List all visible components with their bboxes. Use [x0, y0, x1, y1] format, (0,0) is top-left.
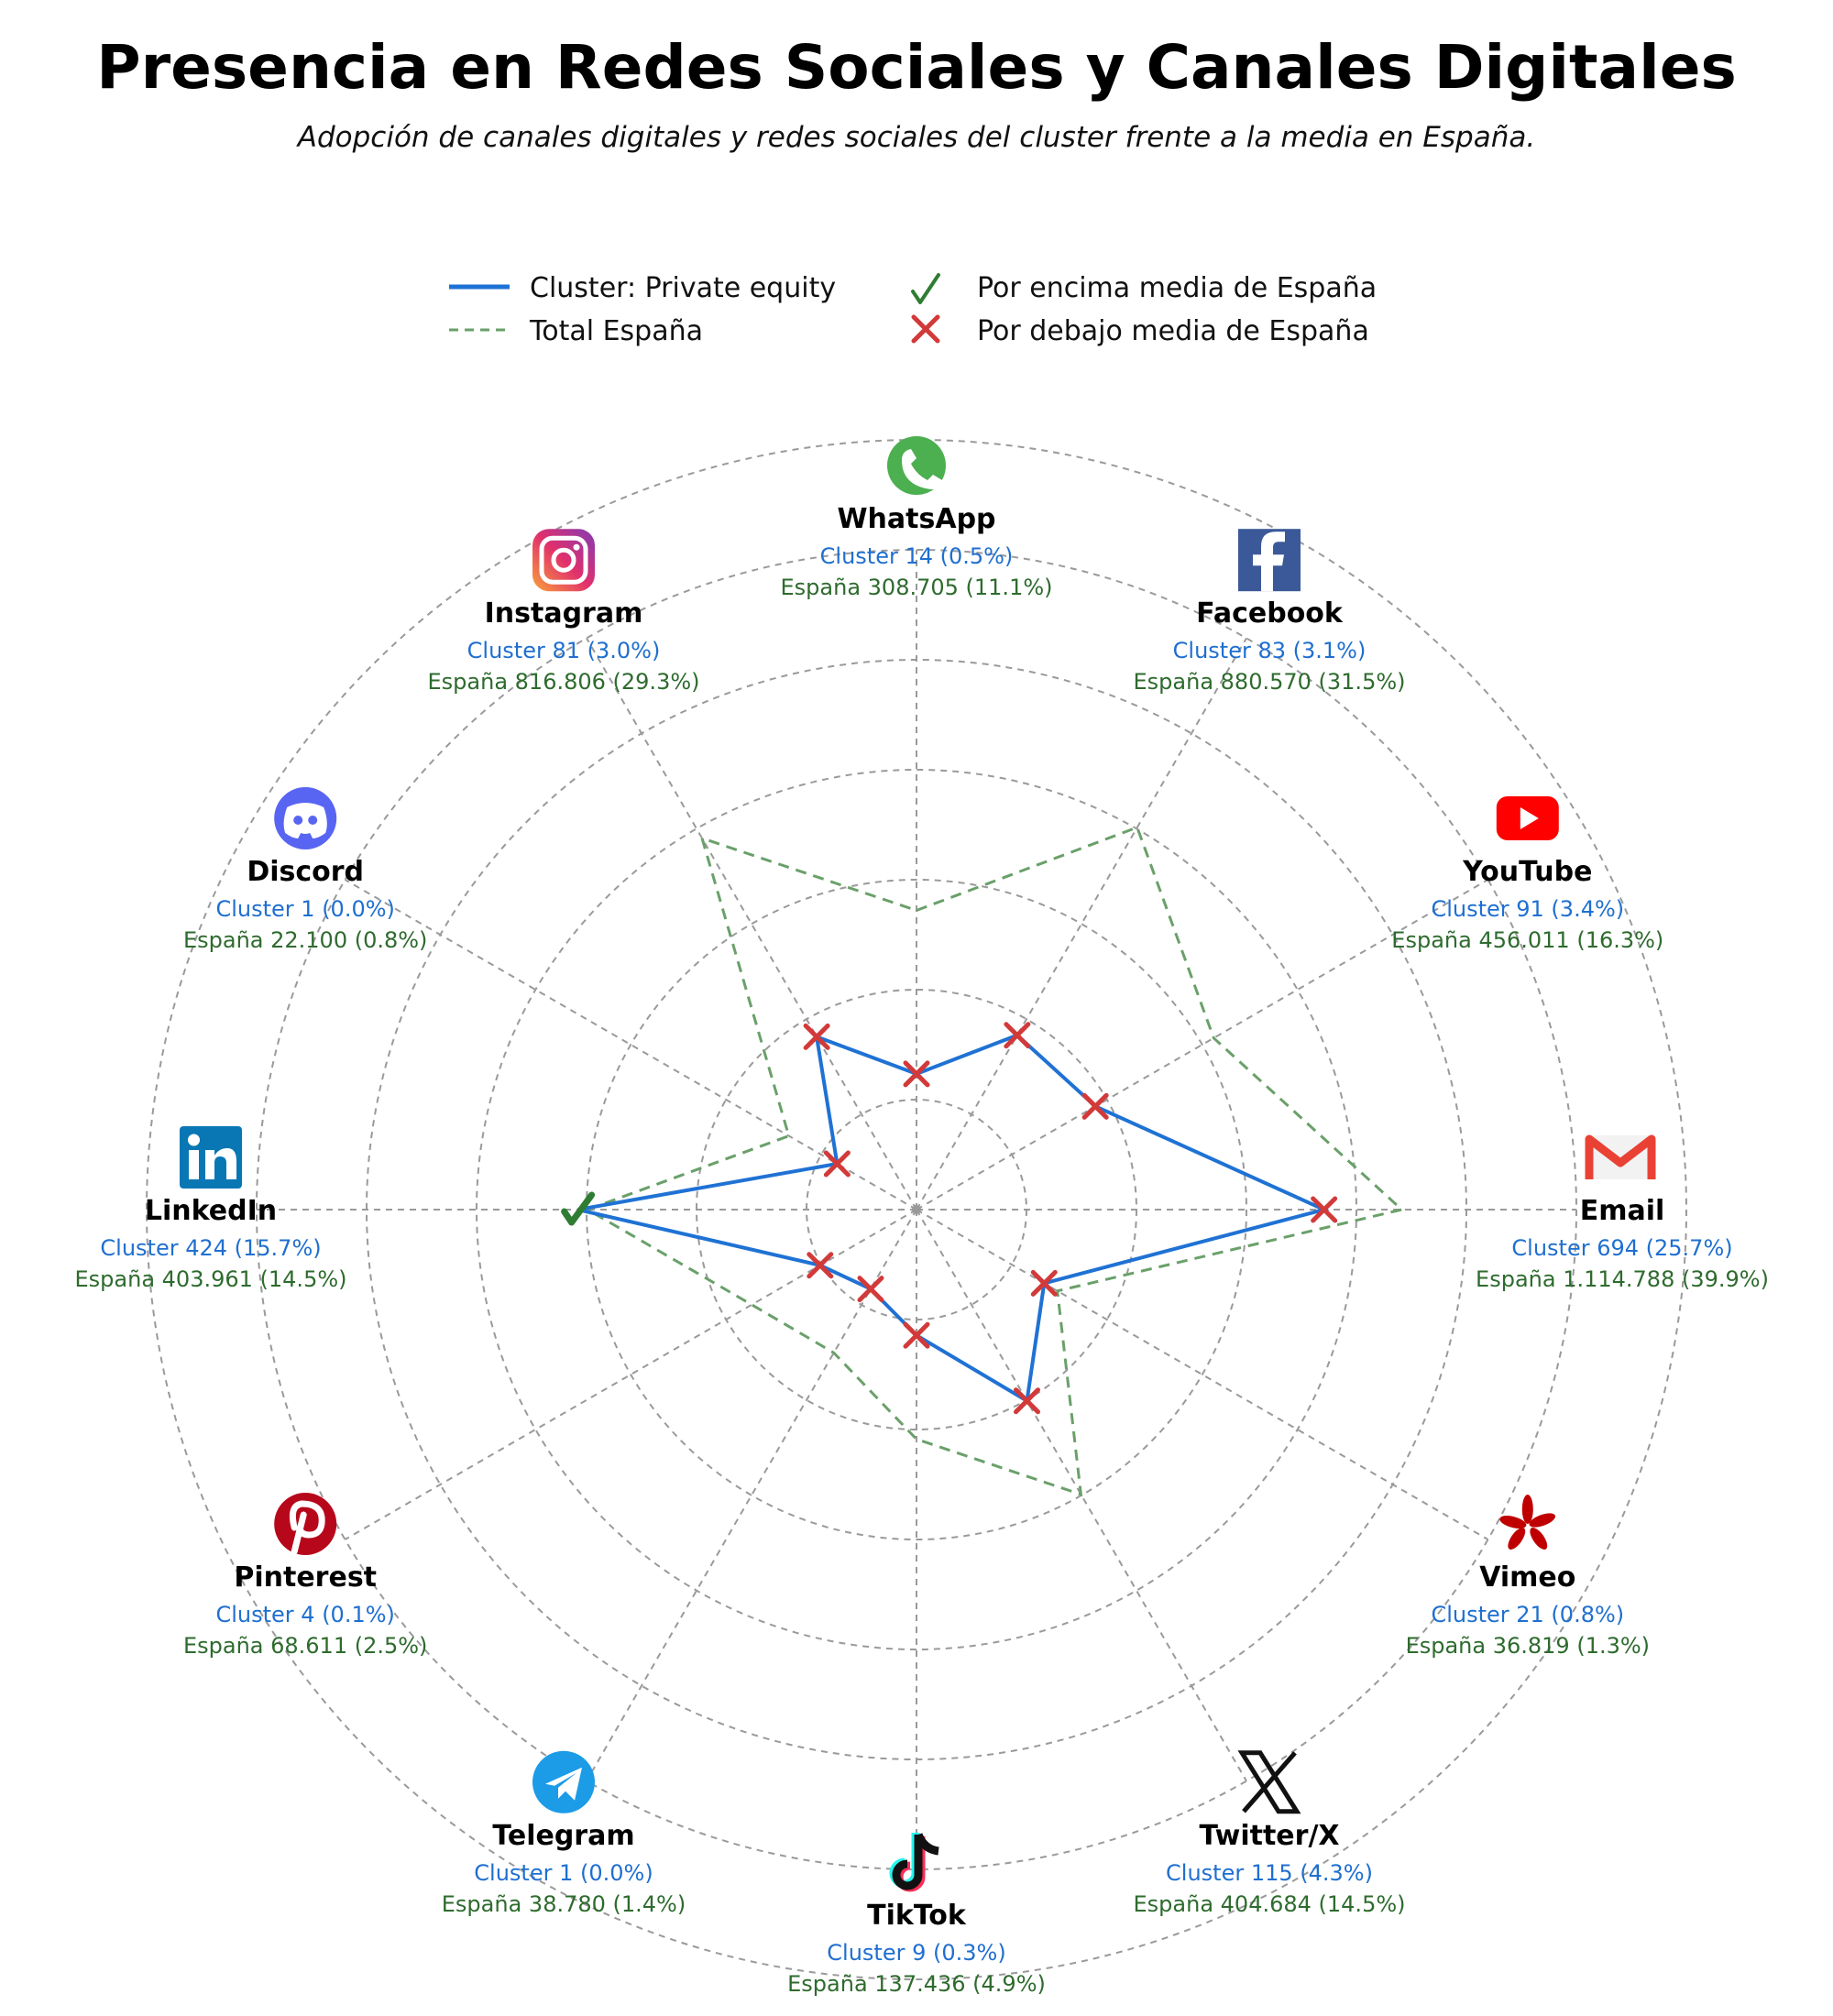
channel-spain-value: España 68.611 (2.5%) [182, 1633, 428, 1659]
pinterest-icon [274, 1493, 336, 1555]
channel-cluster-value: Cluster 9 (0.3%) [827, 1940, 1006, 1966]
label-email [1476, 1135, 1769, 1292]
channel-name: TikTok [867, 1900, 966, 1932]
channel-name: Twitter/X [1199, 1819, 1340, 1852]
grid-spoke [916, 638, 1246, 1210]
channel-name: Instagram [484, 597, 643, 630]
grid-center [912, 1205, 921, 1214]
channel-cluster-value: Cluster 1 (0.0%) [215, 896, 395, 922]
label-instagram [428, 529, 700, 695]
channel-name: LinkedIn [144, 1195, 278, 1227]
channel-name: Email [1579, 1195, 1665, 1227]
tiktok-icon [894, 1833, 938, 1888]
channel-spain-value: España 308.705 (11.1%) [780, 575, 1053, 600]
radar-grid [144, 440, 1686, 1979]
channel-cluster-value: Cluster 424 (15.7%) [100, 1235, 322, 1261]
twitter-x-icon [1242, 1753, 1297, 1812]
youtube-icon [1497, 796, 1559, 840]
channel-cluster-value: Cluster 694 (25.7%) [1511, 1235, 1733, 1261]
chart-title: Presencia en Redes Sociales y Canales Digitales [96, 32, 1737, 103]
channel-name: WhatsApp [837, 503, 996, 535]
grid-spoke [587, 638, 916, 1210]
label-facebook [1134, 529, 1406, 695]
channel-cluster-value: Cluster 21 (0.8%) [1431, 1602, 1625, 1627]
channel-cluster-value: Cluster 14 (0.5%) [819, 543, 1014, 569]
legend [449, 272, 1377, 347]
channel-name: Vimeo [1479, 1561, 1576, 1594]
channel-spain-value: España 403.961 (14.5%) [74, 1266, 347, 1292]
label-pinterest [183, 1493, 427, 1659]
label-whatsapp [781, 436, 1053, 600]
point-below-marker [1084, 1095, 1106, 1117]
legend-above-label: Por encima media de España [977, 272, 1377, 304]
channel-spain-value: España 456.011 (16.3%) [1391, 927, 1664, 953]
label-tiktok [787, 1833, 1046, 1997]
facebook-icon [1238, 529, 1301, 591]
channel-cluster-value: Cluster 115 (4.3%) [1166, 1859, 1373, 1886]
series-spain-line [587, 827, 1401, 1495]
email-icon [1589, 1135, 1652, 1179]
channel-name: YouTube [1463, 856, 1593, 888]
channel-spain-value: España 404.684 (14.5%) [1133, 1890, 1406, 1917]
legend-check-icon [913, 275, 938, 302]
linkedin-icon [180, 1126, 242, 1189]
label-telegram [442, 1751, 686, 1917]
channel-name: Pinterest [234, 1561, 378, 1594]
point-below-marker [1006, 1024, 1028, 1046]
legend-spain-label: Total España [530, 315, 704, 347]
point-below-marker [1313, 1199, 1335, 1221]
channel-spain-value: España 22.100 (0.8%) [182, 927, 428, 953]
discord-icon [274, 787, 336, 849]
channel-cluster-value: Cluster 4 (0.1%) [215, 1602, 395, 1627]
grid-spoke [345, 1210, 916, 1539]
whatsapp-icon [887, 436, 946, 495]
channel-name: Discord [247, 856, 365, 888]
label-vimeo [1406, 1495, 1650, 1659]
channel-cluster-value: Cluster 83 (3.1%) [1172, 638, 1367, 664]
channel-name: Telegram [492, 1819, 635, 1852]
point-below-marker [860, 1278, 882, 1300]
series-cluster-line [578, 1035, 1324, 1401]
channel-spain-value: España 137.436 (4.9%) [787, 1971, 1046, 1997]
channel-name: Facebook [1196, 597, 1343, 630]
channel-cluster-value: Cluster 81 (3.0%) [466, 638, 661, 664]
channel-spain-value: España 1.114.788 (39.9%) [1476, 1266, 1769, 1292]
label-youtube [1391, 796, 1663, 953]
telegram-icon [532, 1751, 595, 1813]
channel-spain-value: España 816.806 (29.3%) [427, 669, 700, 696]
legend-below-label: Por debajo media de España [977, 315, 1369, 347]
channel-spain-value: España 36.819 (1.3%) [1405, 1633, 1651, 1659]
vimeo-icon [1498, 1495, 1557, 1552]
legend-cross-icon [914, 317, 938, 341]
channel-cluster-value: Cluster 91 (3.4%) [1431, 896, 1625, 922]
channel-spain-value: España 880.570 (31.5%) [1133, 669, 1406, 696]
label-discord [183, 787, 427, 953]
legend-cluster-label: Cluster: Private equity [530, 272, 837, 304]
radar-labels [75, 436, 1769, 1997]
chart-subtitle: Adopción de canales digitales y redes sociales del cluster frente a la media en España. [297, 121, 1536, 154]
instagram-icon [532, 529, 595, 591]
channel-cluster-value: Cluster 1 (0.0%) [474, 1859, 653, 1886]
channel-spain-value: España 38.780 (1.4%) [441, 1890, 686, 1917]
